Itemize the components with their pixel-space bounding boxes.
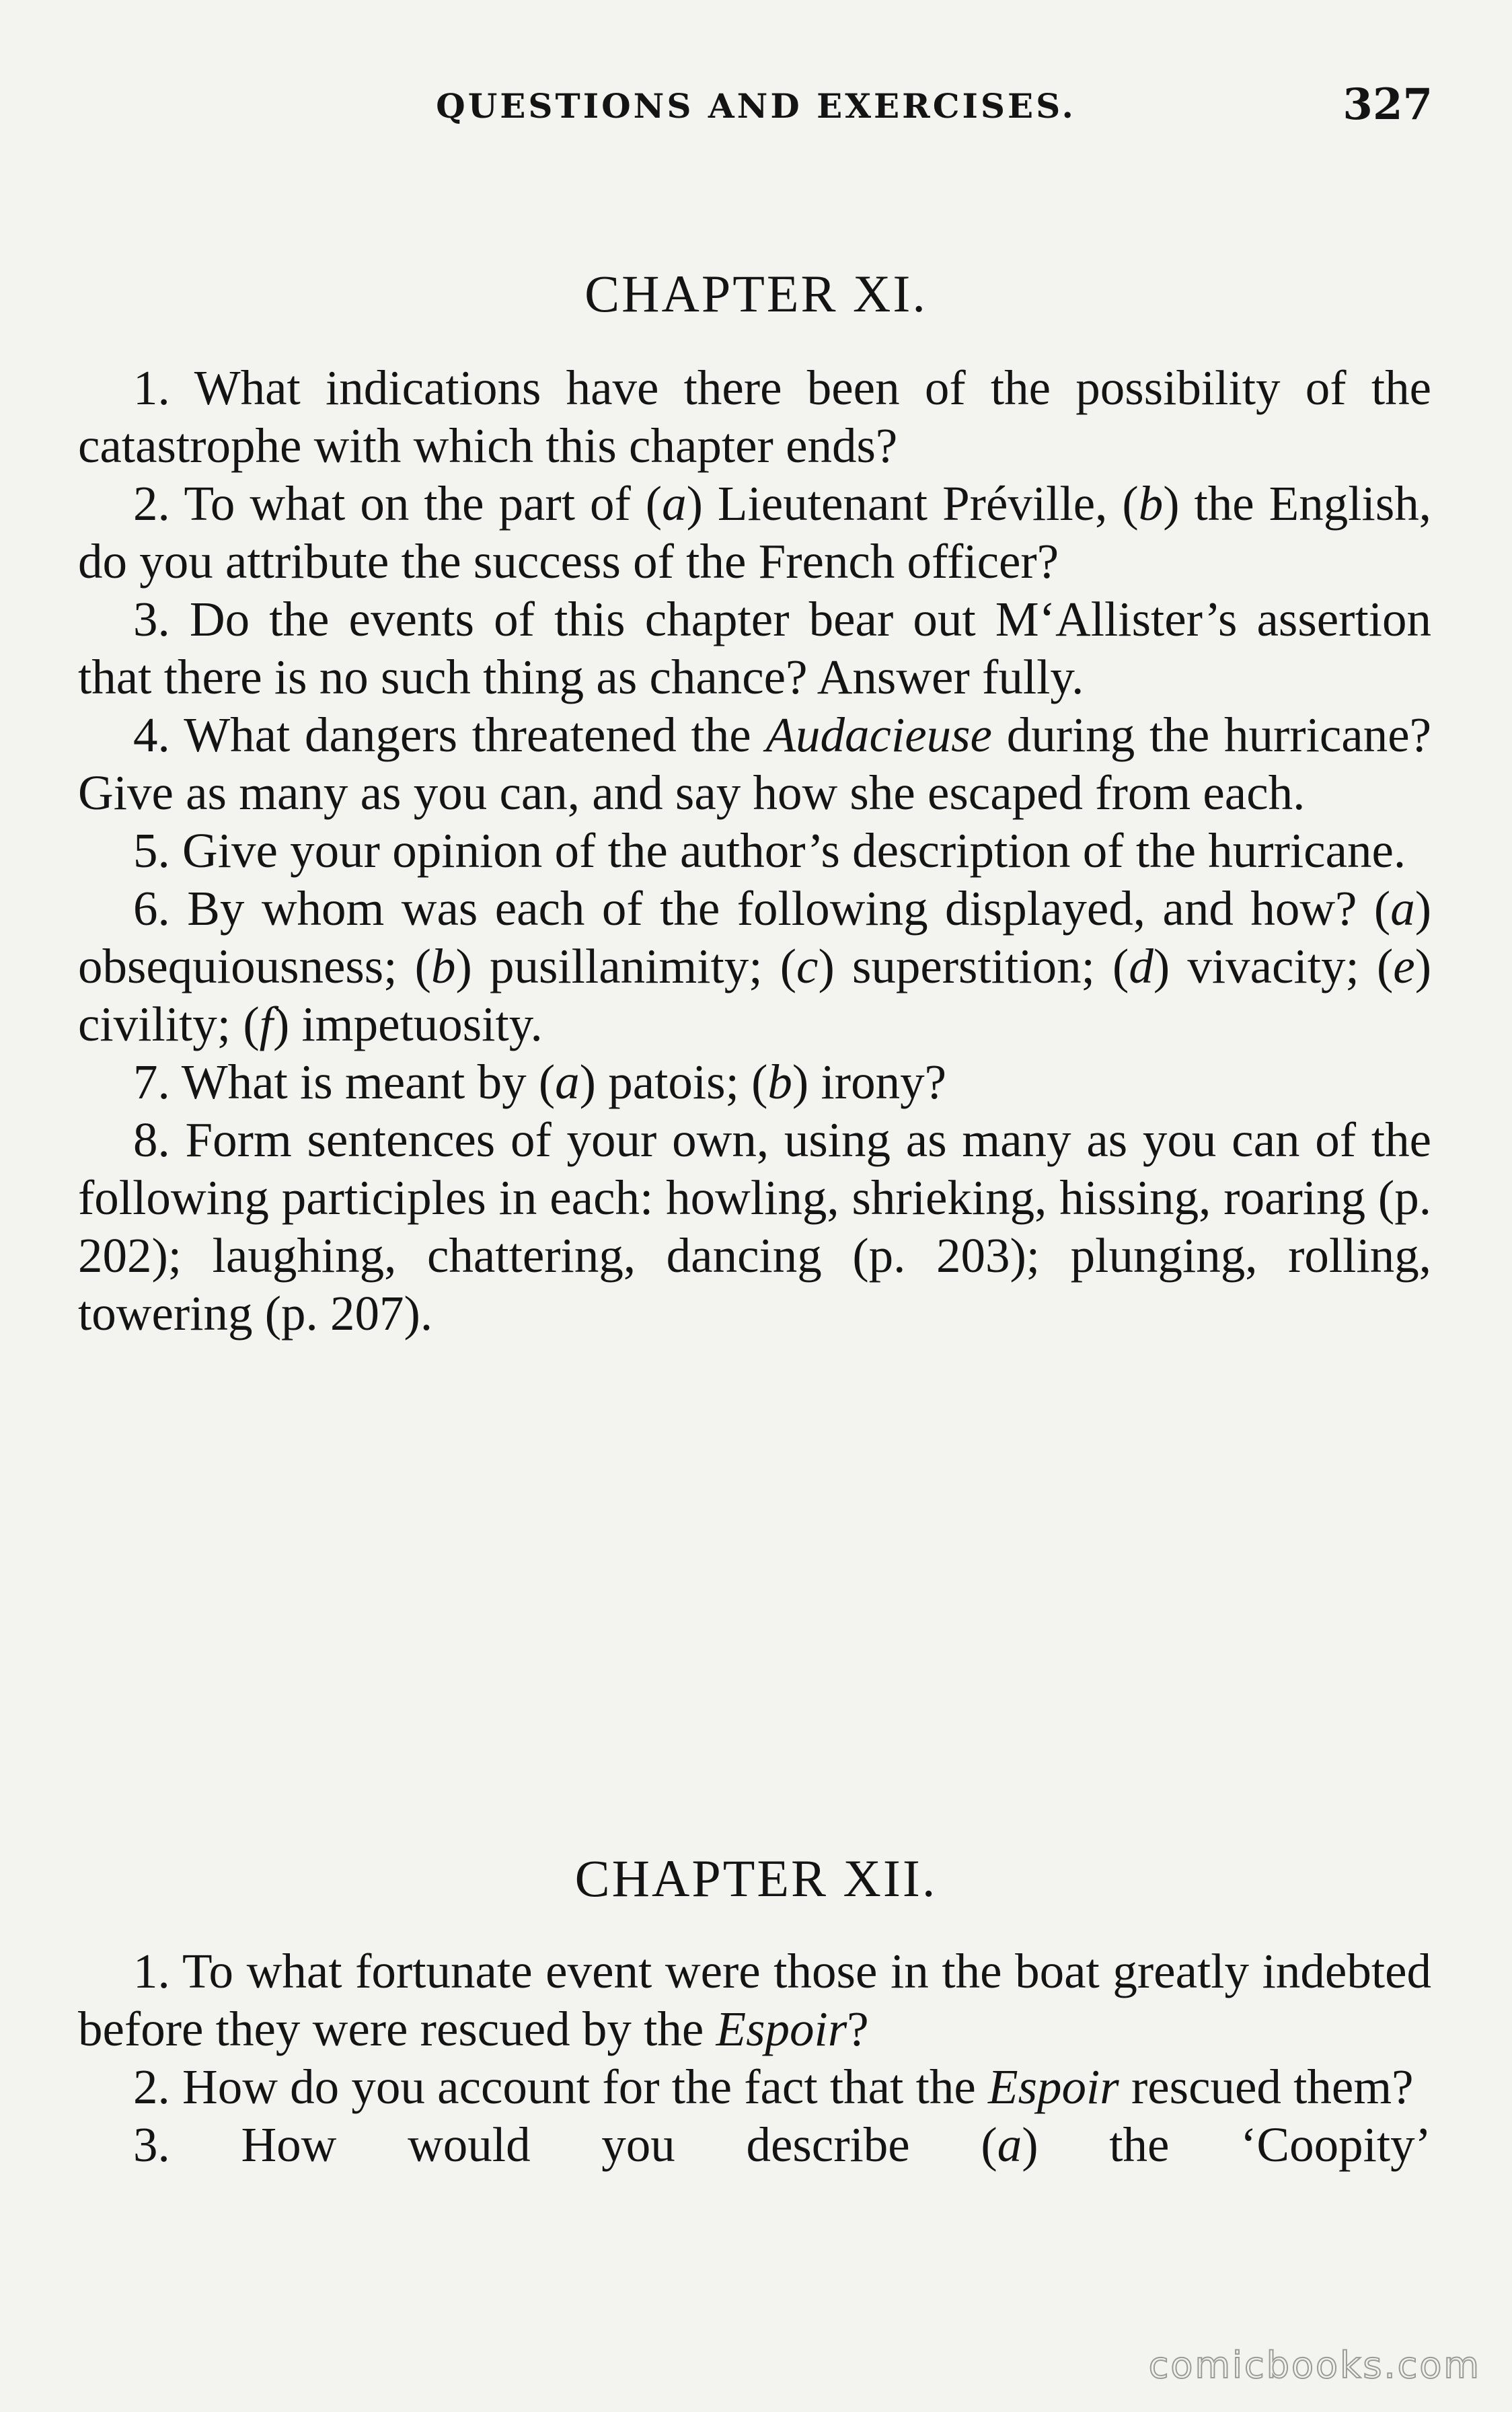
option-letter: f	[259, 997, 273, 1051]
question-number: 2.	[133, 2060, 170, 2114]
question	[78, 2116, 1431, 2174]
question-text: By whom was each of the following displayed, and how? (	[187, 881, 1391, 936]
question	[78, 591, 1431, 706]
question-text: How do you account for the fact that the	[182, 2060, 989, 2114]
question-text: ) patois; (	[579, 1055, 768, 1109]
question-number: 4.	[133, 708, 170, 762]
question-number: 7.	[133, 1055, 170, 1109]
question-text: Do the events of this chapter bear out M‘Allister’s assertion that there is no such thing as chance? Answer fully.	[78, 592, 1432, 704]
option-letter: b	[1138, 476, 1164, 531]
question	[78, 1943, 1431, 2058]
question-text: ) obsequiousness; (	[78, 881, 1432, 993]
question-number: 5.	[133, 823, 170, 878]
question-text: To what on the part of (	[184, 476, 663, 531]
option-letter: e	[1393, 939, 1415, 993]
question	[78, 880, 1431, 1053]
question-text: ) the ‘Coopity’	[1022, 2117, 1431, 2172]
question-text: What indications have there been of the possibility of the catastrophe with which this chapter ends?	[78, 361, 1431, 473]
question-text: ?	[847, 2002, 869, 2056]
question	[78, 475, 1431, 591]
question-text: How would you describe (	[241, 2117, 997, 2172]
option-letter: c	[796, 939, 819, 993]
question-number: 8.	[133, 1113, 170, 1167]
question	[78, 2058, 1431, 2116]
option-letter: d	[1129, 939, 1154, 993]
running-head	[0, 79, 1512, 133]
option-letter: b	[431, 939, 456, 993]
question	[78, 1053, 1431, 1111]
question-text: ) superstition; (	[818, 939, 1129, 993]
question	[78, 359, 1431, 475]
ship-name: Espoir	[716, 2002, 847, 2056]
question-number: 1.	[133, 361, 170, 415]
chapter-questions	[78, 359, 1431, 1343]
question-text: What dangers threatened the	[184, 708, 766, 762]
question-text: ) Lieutenant Préville, (	[686, 476, 1139, 531]
ship-name: Espoir	[988, 2060, 1119, 2114]
question-text: rescued them?	[1119, 2060, 1414, 2114]
question-number: 6.	[133, 881, 170, 936]
question	[78, 822, 1431, 880]
question-text: ) irony?	[792, 1055, 946, 1109]
question-text: What is meant by (	[181, 1055, 556, 1109]
question-number: 2.	[133, 476, 170, 531]
running-title: QUESTIONS AND EXERCISES.	[436, 86, 1076, 126]
option-letter: a	[997, 2117, 1022, 2172]
option-letter: b	[767, 1055, 792, 1109]
question-text: during the hurricane? Give as many as you can, and say how she escaped from each.	[78, 708, 1431, 820]
question-text: Give your opinion of the author’s description of the hurricane.	[182, 823, 1406, 878]
ship-name: Audacieuse	[765, 708, 992, 762]
question-number: 1.	[133, 1944, 170, 1998]
chapter-questions	[78, 1943, 1431, 2174]
question-number: 3.	[133, 2117, 170, 2172]
question-text: ) the English, do you attribute the success of the French officer?	[78, 476, 1431, 589]
chapter-heading: CHAPTER XI.	[584, 264, 928, 323]
option-letter: a	[1390, 881, 1415, 936]
chapter-heading: CHAPTER XII.	[574, 1849, 938, 1908]
question-text: Form sentences of your own, using as many as you can of the following participles in each: howling, shrieking, hissing, roaring (p. 202); laughing, chattering, dancing (p. 203); plunging, rolling, towering (p. 207).	[78, 1113, 1431, 1341]
question-text: ) vivacity; (	[1153, 939, 1394, 993]
question-text: ) civility; (	[78, 939, 1431, 1051]
page-number: 327	[1343, 79, 1433, 130]
question-number: 3.	[133, 592, 170, 646]
question-text: ) impetuosity.	[272, 997, 543, 1051]
option-letter: a	[555, 1055, 580, 1109]
question-text: To what fortunate event were those in the boat greatly indebted before they were rescued by the	[78, 1944, 1431, 2056]
question	[78, 706, 1431, 822]
site-watermark: comicbooks.com	[1148, 2344, 1481, 2386]
question-text: ) pusillanimity; (	[455, 939, 797, 993]
question	[78, 1111, 1431, 1343]
option-letter: a	[662, 476, 687, 531]
